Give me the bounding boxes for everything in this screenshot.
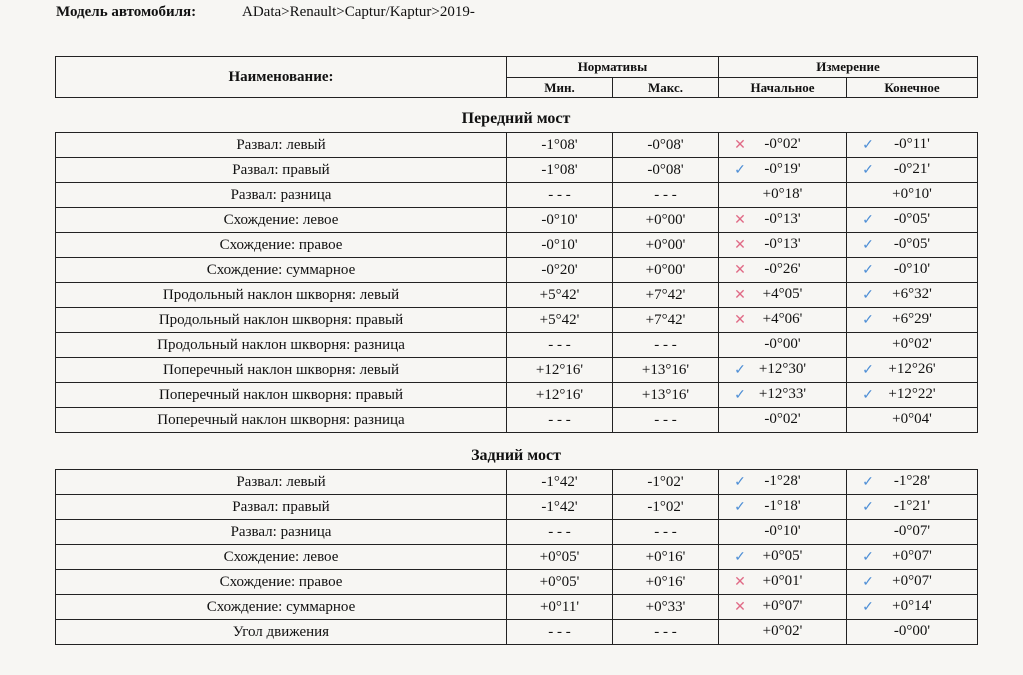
measure-final-value: -0°10' <box>893 261 931 277</box>
measure-initial <box>719 495 847 520</box>
check-icon: ✓ <box>862 263 874 278</box>
norm-min: -1°42' <box>507 495 613 520</box>
table-row <box>56 495 978 520</box>
measure-initial <box>719 520 847 545</box>
vehicle-model-line <box>56 4 475 21</box>
measure-initial <box>719 183 847 208</box>
check-icon: ✓ <box>734 363 746 378</box>
table-header <box>55 56 978 98</box>
check-icon: ✓ <box>734 163 746 178</box>
measure-final-value: +6°29' <box>892 311 932 327</box>
parameter-name: Схождение: суммарное <box>56 595 507 620</box>
header-norms: Нормативы <box>507 57 719 78</box>
norm-min: - - - <box>507 183 613 208</box>
cross-icon: ✕ <box>734 238 746 253</box>
section-title-front: Передний мост <box>461 110 571 127</box>
measure-initial-value: -0°13' <box>764 211 801 227</box>
parameter-name: Схождение: левое <box>56 208 507 233</box>
parameter-name: Развал: правый <box>56 495 507 520</box>
norm-max: - - - <box>613 333 719 358</box>
parameter-name: Поперечный наклон шкворня: левый <box>56 358 507 383</box>
measure-initial <box>719 133 847 158</box>
measure-final <box>847 183 978 208</box>
check-icon: ✓ <box>862 313 874 328</box>
parameter-name: Поперечный наклон шкворня: разница <box>56 408 507 433</box>
front-axle-table <box>55 132 978 433</box>
check-icon: ✓ <box>734 500 746 515</box>
cross-icon: ✕ <box>734 313 746 328</box>
measure-final-value: +0°07' <box>892 573 932 589</box>
check-icon: ✓ <box>862 550 874 565</box>
measure-initial-value: +4°06' <box>762 311 803 327</box>
measure-initial-value: -0°02' <box>764 136 801 152</box>
norm-min: - - - <box>507 333 613 358</box>
table-row <box>56 158 978 183</box>
norm-min: -0°20' <box>507 258 613 283</box>
measure-initial <box>719 408 847 433</box>
measure-initial-value: -0°00' <box>764 336 801 352</box>
measure-final-value: +12°22' <box>888 386 936 402</box>
cross-icon: ✕ <box>734 138 746 153</box>
measure-final <box>847 470 978 495</box>
norm-max: +13°16' <box>613 383 719 408</box>
norm-min: -1°08' <box>507 133 613 158</box>
parameter-name: Продольный наклон шкворня: правый <box>56 308 507 333</box>
check-icon: ✓ <box>862 138 874 153</box>
norm-max: -1°02' <box>613 470 719 495</box>
check-icon: ✓ <box>862 363 874 378</box>
norm-max: -0°08' <box>613 133 719 158</box>
norm-min: +0°05' <box>507 570 613 595</box>
norm-max: +7°42' <box>613 283 719 308</box>
norm-max: +0°00' <box>613 258 719 283</box>
measure-initial <box>719 333 847 358</box>
norm-max: +7°42' <box>613 308 719 333</box>
measure-initial <box>719 208 847 233</box>
norm-max: +0°16' <box>613 545 719 570</box>
measure-final-value: -0°05' <box>893 236 931 252</box>
norm-max: - - - <box>613 408 719 433</box>
check-icon: ✓ <box>734 475 746 490</box>
header-min: Мин. <box>507 78 613 98</box>
cross-icon: ✕ <box>734 288 746 303</box>
table-row <box>56 570 978 595</box>
table-row <box>56 408 978 433</box>
norm-min: +12°16' <box>507 383 613 408</box>
measure-initial <box>719 158 847 183</box>
table-row <box>56 545 978 570</box>
measure-final <box>847 495 978 520</box>
norm-min: -0°10' <box>507 208 613 233</box>
header-initial: Начальное <box>719 78 847 98</box>
section-title-rear: Задний мост <box>471 447 561 464</box>
measure-initial <box>719 383 847 408</box>
norm-max: - - - <box>613 620 719 645</box>
measure-final <box>847 158 978 183</box>
measure-initial <box>719 570 847 595</box>
norm-min: -1°42' <box>507 470 613 495</box>
measure-final-value: -0°05' <box>893 211 931 227</box>
table-row <box>56 358 978 383</box>
check-icon: ✓ <box>862 500 874 515</box>
header-measure: Измерение <box>719 57 978 78</box>
measure-final <box>847 208 978 233</box>
parameter-name: Схождение: правое <box>56 233 507 258</box>
norm-min: +5°42' <box>507 308 613 333</box>
table-row <box>56 283 978 308</box>
measure-final <box>847 595 978 620</box>
measure-final <box>847 358 978 383</box>
parameter-name: Схождение: правое <box>56 570 507 595</box>
table-row <box>56 133 978 158</box>
table-row <box>56 183 978 208</box>
header-name: Наименование: <box>56 57 507 98</box>
vehicle-model-label: Модель автомобиля: <box>56 4 197 20</box>
parameter-name: Схождение: суммарное <box>56 258 507 283</box>
measure-final-value: -1°28' <box>893 473 931 489</box>
cross-icon: ✕ <box>734 213 746 228</box>
measure-final-value: +0°02' <box>892 336 932 352</box>
norm-max: -0°08' <box>613 158 719 183</box>
measure-initial-value: +12°33' <box>758 386 807 402</box>
norm-max: - - - <box>613 183 719 208</box>
measure-initial-value: +0°18' <box>762 186 803 202</box>
measure-initial-value: +0°02' <box>762 623 803 639</box>
measure-final <box>847 258 978 283</box>
header-final: Конечное <box>847 78 978 98</box>
norm-max: +0°00' <box>613 208 719 233</box>
table-row <box>56 470 978 495</box>
check-icon: ✓ <box>862 163 874 178</box>
check-icon: ✓ <box>734 388 746 403</box>
table-row <box>56 258 978 283</box>
norm-min: - - - <box>507 620 613 645</box>
table-row <box>56 233 978 258</box>
measure-initial-value: -0°02' <box>764 411 801 427</box>
measure-initial-value: +12°30' <box>758 361 807 377</box>
table-row <box>56 208 978 233</box>
norm-max: +0°33' <box>613 595 719 620</box>
measure-initial-value: -0°26' <box>764 261 801 277</box>
measure-initial-value: -0°13' <box>764 236 801 252</box>
measure-final-value: +6°32' <box>892 286 932 302</box>
measure-initial-value: +0°05' <box>762 548 803 564</box>
norm-min: +0°11' <box>507 595 613 620</box>
measure-final-value: +0°04' <box>892 411 932 427</box>
norm-max: +0°00' <box>613 233 719 258</box>
parameter-name: Развал: разница <box>56 520 507 545</box>
measure-initial <box>719 358 847 383</box>
measure-initial <box>719 233 847 258</box>
cross-icon: ✕ <box>734 575 746 590</box>
table-row <box>56 383 978 408</box>
measure-final <box>847 545 978 570</box>
check-icon: ✓ <box>862 213 874 228</box>
measure-final-value: +0°07' <box>892 548 932 564</box>
table-row <box>56 595 978 620</box>
norm-min: - - - <box>507 408 613 433</box>
cross-icon: ✕ <box>734 600 746 615</box>
measure-final-value: -0°00' <box>893 623 931 639</box>
measure-initial-value: -0°19' <box>764 161 801 177</box>
table-row <box>56 520 978 545</box>
check-icon: ✓ <box>862 388 874 403</box>
measure-initial <box>719 595 847 620</box>
parameter-name: Поперечный наклон шкворня: правый <box>56 383 507 408</box>
measure-final <box>847 283 978 308</box>
norm-min: +5°42' <box>507 283 613 308</box>
norm-max: -1°02' <box>613 495 719 520</box>
measure-final-value: +0°14' <box>892 598 932 614</box>
check-icon: ✓ <box>862 238 874 253</box>
parameter-name: Развал: разница <box>56 183 507 208</box>
parameter-name: Угол движения <box>56 620 507 645</box>
parameter-name: Схождение: левое <box>56 545 507 570</box>
parameter-name: Продольный наклон шкворня: левый <box>56 283 507 308</box>
measure-final <box>847 408 978 433</box>
check-icon: ✓ <box>862 288 874 303</box>
measure-final <box>847 233 978 258</box>
measure-final <box>847 383 978 408</box>
measure-final <box>847 333 978 358</box>
measure-final-value: -0°11' <box>894 136 930 152</box>
norm-max: +13°16' <box>613 358 719 383</box>
parameter-name: Развал: левый <box>56 470 507 495</box>
norm-min: +0°05' <box>507 545 613 570</box>
table-row <box>56 333 978 358</box>
table-row <box>56 308 978 333</box>
parameter-name: Развал: левый <box>56 133 507 158</box>
measure-final <box>847 570 978 595</box>
measure-initial <box>719 470 847 495</box>
parameter-name: Продольный наклон шкворня: разница <box>56 333 507 358</box>
norm-max: +0°16' <box>613 570 719 595</box>
measure-final-value: -1°21' <box>893 498 931 514</box>
measure-initial-value: -0°10' <box>764 523 801 539</box>
parameter-name: Развал: правый <box>56 158 507 183</box>
measure-initial-value: +0°07' <box>762 598 803 614</box>
measure-initial-value: -1°28' <box>764 473 801 489</box>
rear-axle-table <box>55 469 978 645</box>
norm-min: -0°10' <box>507 233 613 258</box>
check-icon: ✓ <box>734 550 746 565</box>
measure-initial-value: +4°05' <box>762 286 803 302</box>
measure-final-value: +12°26' <box>888 361 936 377</box>
measure-initial <box>719 545 847 570</box>
measure-final-value: +0°10' <box>892 186 932 202</box>
measure-final <box>847 520 978 545</box>
measure-final <box>847 620 978 645</box>
measure-initial-value: +0°01' <box>762 573 803 589</box>
measure-final <box>847 308 978 333</box>
table-row <box>56 620 978 645</box>
norm-min: +12°16' <box>507 358 613 383</box>
norm-min: -1°08' <box>507 158 613 183</box>
cross-icon: ✕ <box>734 263 746 278</box>
vehicle-model-value: AData>Renault>Captur/Kaptur>2019- <box>242 4 475 20</box>
norm-min: - - - <box>507 520 613 545</box>
measure-initial <box>719 258 847 283</box>
header-max: Макс. <box>613 78 719 98</box>
check-icon: ✓ <box>862 600 874 615</box>
measure-final <box>847 133 978 158</box>
check-icon: ✓ <box>862 575 874 590</box>
norm-max: - - - <box>613 520 719 545</box>
measure-final-value: -0°21' <box>893 161 931 177</box>
measure-initial-value: -1°18' <box>764 498 801 514</box>
check-icon: ✓ <box>862 475 874 490</box>
measure-initial <box>719 308 847 333</box>
measure-final-value: -0°07' <box>893 523 931 539</box>
measure-initial <box>719 620 847 645</box>
measure-initial <box>719 283 847 308</box>
